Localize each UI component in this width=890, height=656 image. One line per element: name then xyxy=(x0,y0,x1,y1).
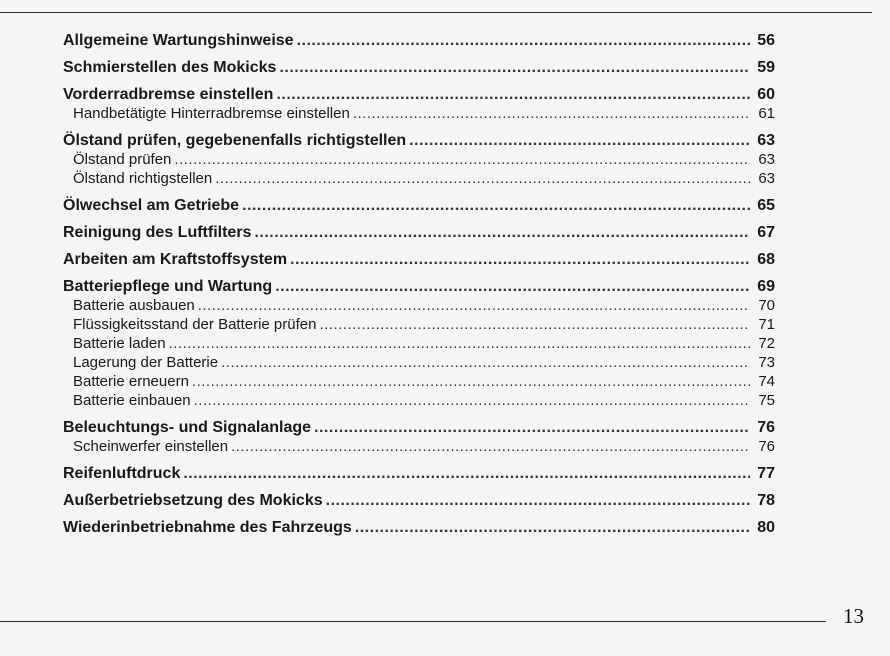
bottom-rule xyxy=(0,621,826,622)
dot-leader xyxy=(192,372,750,391)
dot-leader xyxy=(194,391,750,410)
toc-subentry xyxy=(63,334,775,353)
toc-subentry xyxy=(63,104,775,123)
toc-entry-title: Außerbetriebsetzung des Mokicks xyxy=(63,492,323,509)
dot-leader xyxy=(279,58,750,77)
toc-entry-title: Beleuchtungs- und Signalanlage xyxy=(63,419,312,436)
toc-entry-page: 76 xyxy=(758,438,775,455)
dot-leader xyxy=(183,464,750,483)
toc-entry xyxy=(63,196,775,215)
toc-entry-page: 80 xyxy=(757,519,775,536)
dot-leader xyxy=(314,418,750,437)
toc-entry-page: 76 xyxy=(757,419,775,436)
toc-entry-page: 68 xyxy=(757,251,775,268)
toc-entry-page: 74 xyxy=(758,373,775,390)
toc-entry-page: 63 xyxy=(757,132,775,149)
dot-leader xyxy=(290,250,750,269)
toc-subentry xyxy=(63,169,775,188)
toc-entry-title: Batterie einbauen xyxy=(73,392,191,409)
toc-entry-title: Reifenluftdruck xyxy=(63,465,181,482)
toc-entry xyxy=(63,250,775,269)
toc-entry-page: 72 xyxy=(758,335,775,352)
toc-subentry xyxy=(63,372,775,391)
toc-entry-page: 61 xyxy=(758,105,775,122)
toc-entry-page: 63 xyxy=(758,151,775,168)
toc-subentry xyxy=(63,353,775,372)
toc-entry-title: Ölstand prüfen xyxy=(73,151,172,168)
toc-entry-title: Scheinwerfer einstellen xyxy=(73,438,229,455)
dot-leader xyxy=(409,131,750,150)
toc-entry-title: Allgemeine Wartungshinweise xyxy=(63,32,294,49)
toc-entry-title: Batteriepflege und Wartung xyxy=(63,278,273,295)
toc-entry-title: Schmierstellen des Mokicks xyxy=(63,59,277,76)
toc-entry-page: 63 xyxy=(758,170,775,187)
toc-entry-title: Flüssigkeitsstand der Batterie prüfen xyxy=(73,316,317,333)
toc-entry-page: 60 xyxy=(757,86,775,103)
toc-subentry xyxy=(63,315,775,334)
toc-entry-title: Reinigung des Luftfilters xyxy=(63,224,252,241)
toc-entry-title: Wiederinbetriebnahme des Fahrzeugs xyxy=(63,519,352,536)
toc-subentry xyxy=(63,391,775,410)
toc-entry xyxy=(63,464,775,483)
table-of-contents xyxy=(63,31,775,537)
dot-leader xyxy=(242,196,750,215)
toc-entry xyxy=(63,85,775,104)
toc-entry xyxy=(63,223,775,242)
toc-subentry xyxy=(63,150,775,169)
page-number: 13 xyxy=(843,604,864,628)
dot-leader xyxy=(254,223,750,242)
toc-entry xyxy=(63,518,775,537)
toc-entry-title: Batterie erneuern xyxy=(73,373,189,390)
toc-entry-title: Ölwechsel am Getriebe xyxy=(63,197,240,214)
toc-entry-page: 70 xyxy=(758,297,775,314)
dot-leader xyxy=(215,169,750,188)
toc-entry-title: Lagerung der Batterie xyxy=(73,354,219,371)
toc-entry-page: 77 xyxy=(757,465,775,482)
dot-leader xyxy=(275,277,750,296)
toc-entry-title: Vorderradbremse einstellen xyxy=(63,86,274,103)
dot-leader xyxy=(221,353,750,372)
toc-subentry xyxy=(63,296,775,315)
toc-entry-title: Batterie laden xyxy=(73,335,166,352)
toc-entry xyxy=(63,277,775,296)
toc-entry-page: 75 xyxy=(758,392,775,409)
dot-leader xyxy=(276,85,750,104)
toc-entry-title: Ölstand richtigstellen xyxy=(73,170,213,187)
toc-entry-title: Ölstand prüfen, gegebenenfalls richtigstellen xyxy=(63,132,407,149)
toc-entry xyxy=(63,491,775,510)
toc-entry-page: 56 xyxy=(757,32,775,49)
toc-entry-page: 69 xyxy=(757,278,775,295)
dot-leader xyxy=(198,296,750,315)
toc-entry-page: 73 xyxy=(758,354,775,371)
dot-leader xyxy=(169,334,750,353)
toc-entry xyxy=(63,31,775,50)
toc-entry-page: 71 xyxy=(758,316,775,333)
toc-entry xyxy=(63,58,775,77)
dot-leader xyxy=(355,518,750,537)
dot-leader xyxy=(319,315,750,334)
dot-leader xyxy=(231,437,750,456)
dot-leader xyxy=(297,31,750,50)
toc-entry-page: 67 xyxy=(757,224,775,241)
toc-entry-title: Handbetätigte Hinterradbremse einstellen xyxy=(73,105,350,122)
toc-entry-title: Arbeiten am Kraftstoffsystem xyxy=(63,251,288,268)
dot-leader xyxy=(353,104,750,123)
toc-entry-title: Batterie ausbauen xyxy=(73,297,195,314)
top-rule xyxy=(0,12,872,13)
dot-leader xyxy=(174,150,750,169)
toc-entry-page: 59 xyxy=(757,59,775,76)
toc-entry xyxy=(63,418,775,437)
dot-leader xyxy=(326,491,750,510)
toc-entry-page: 78 xyxy=(757,492,775,509)
toc-entry xyxy=(63,131,775,150)
toc-subentry xyxy=(63,437,775,456)
toc-entry-page: 65 xyxy=(757,197,775,214)
